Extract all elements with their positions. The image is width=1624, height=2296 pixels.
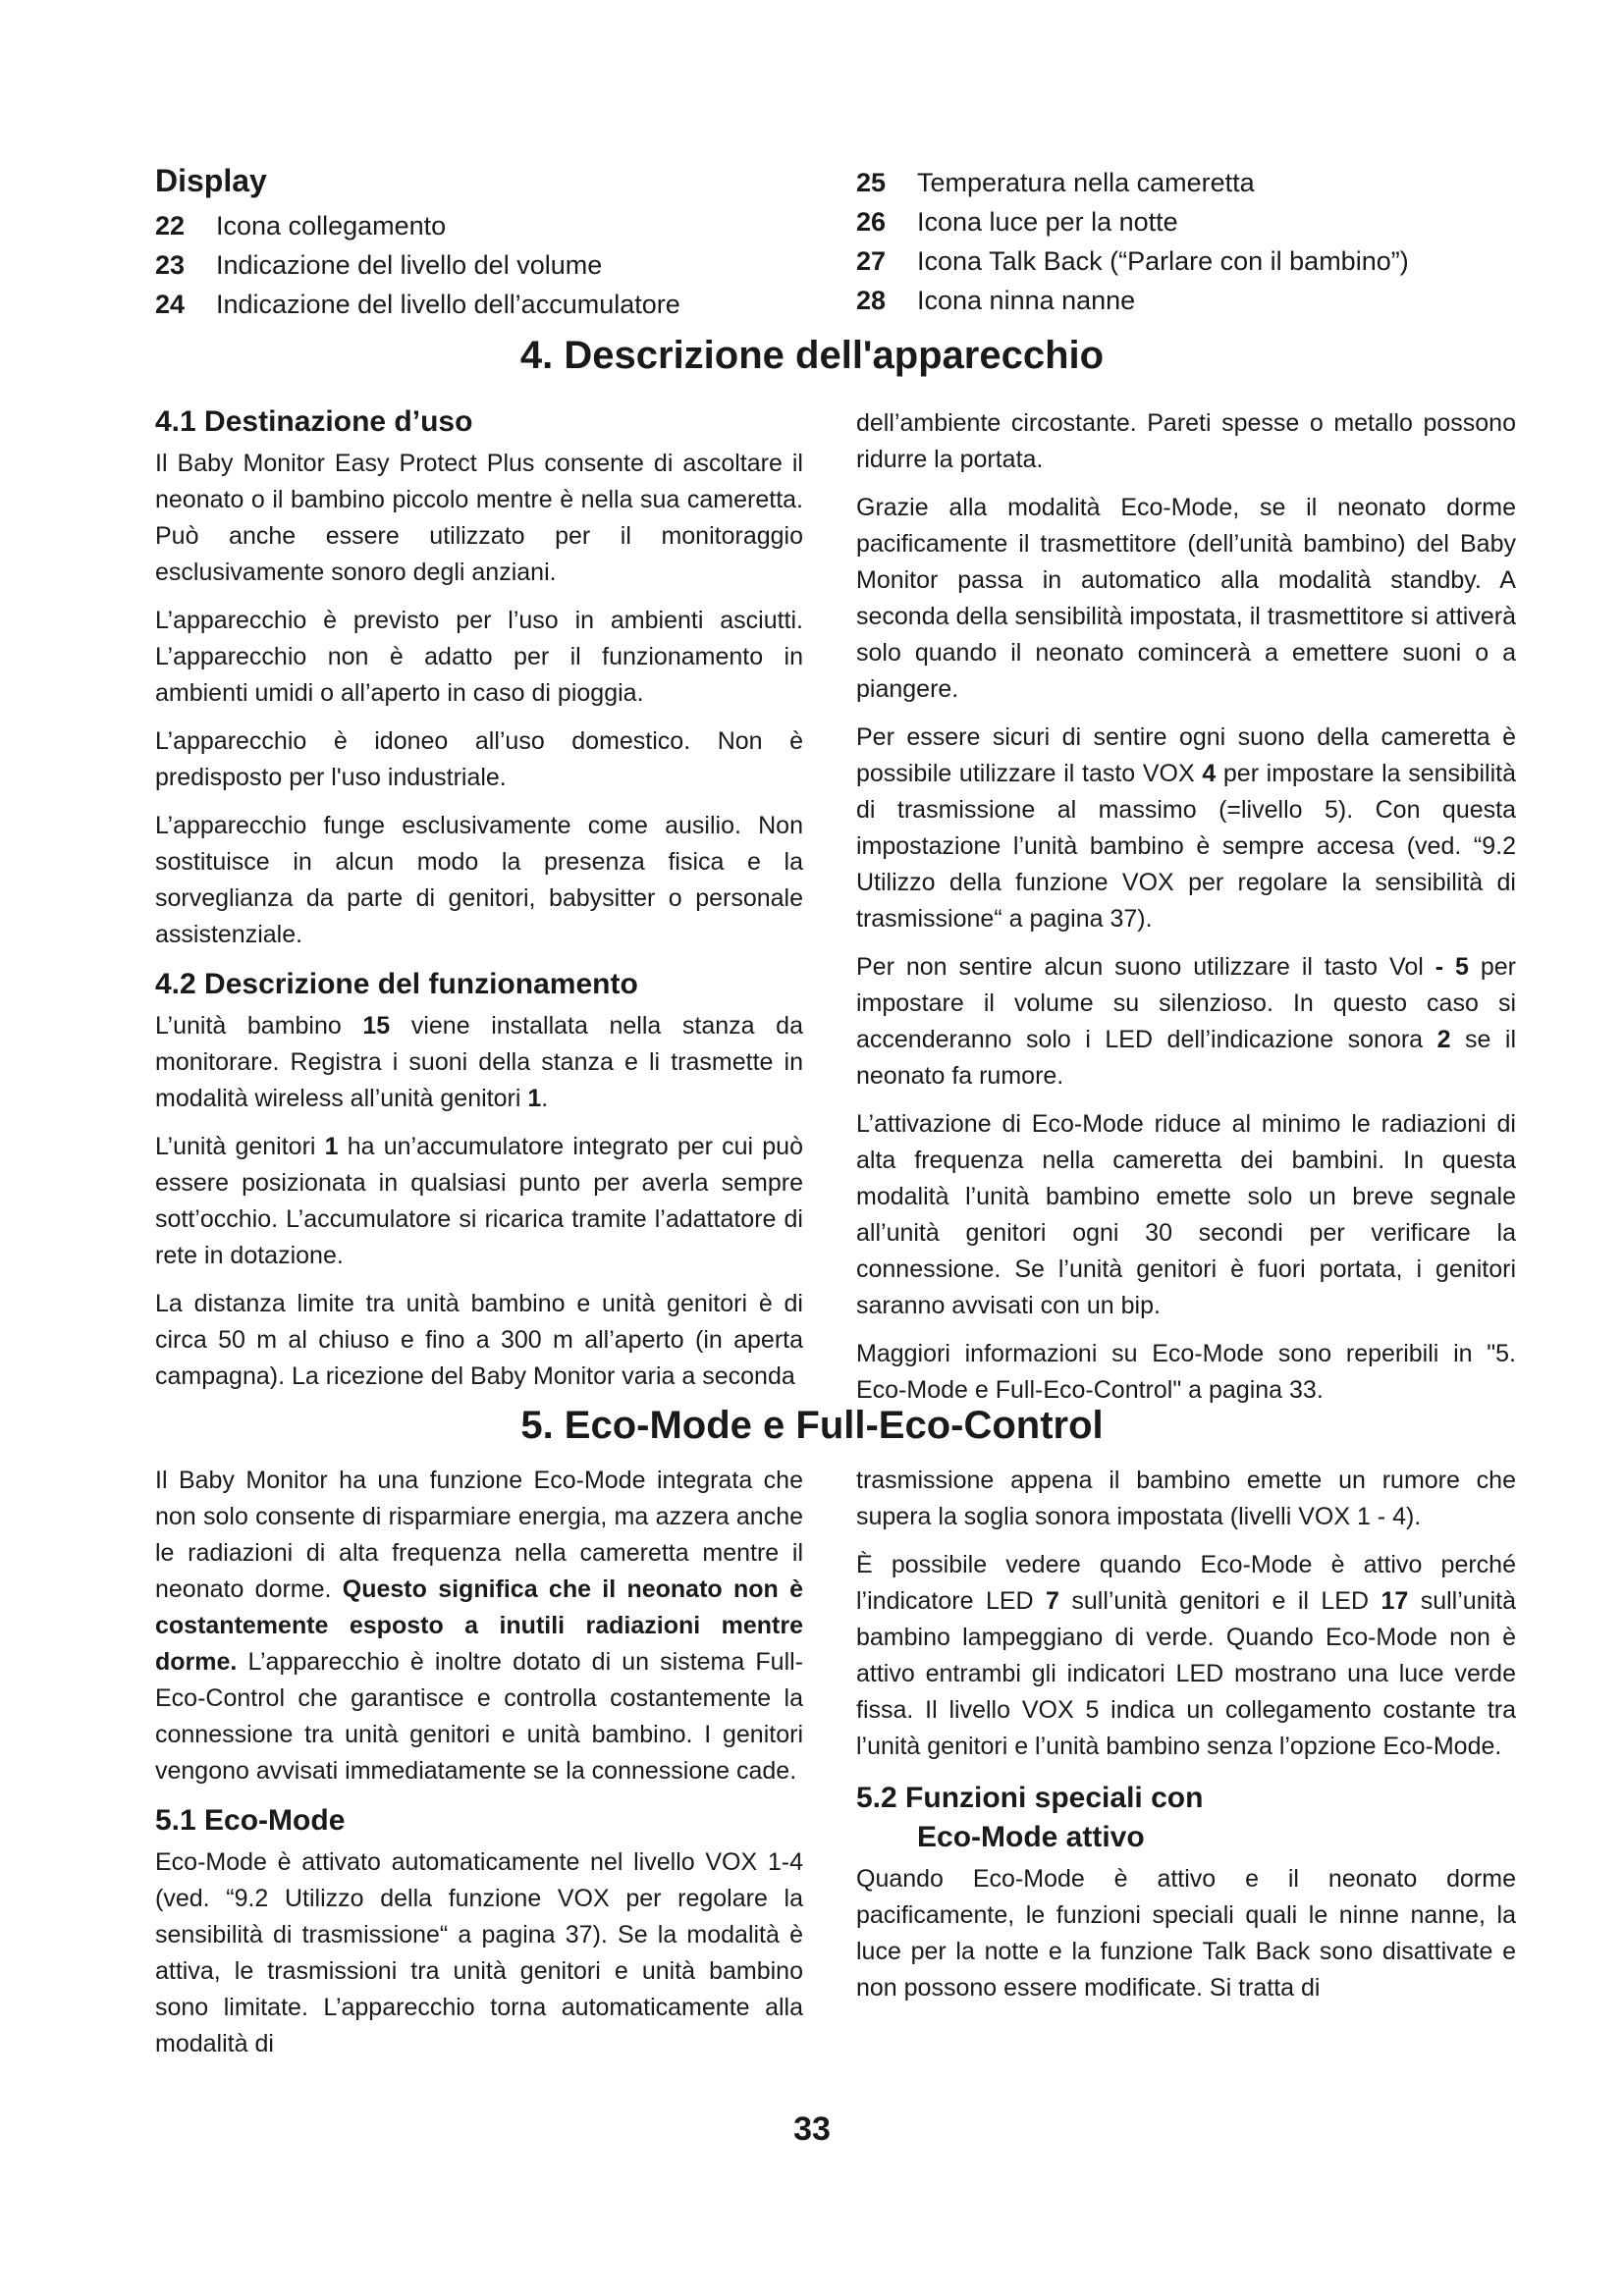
display-list-left bbox=[155, 206, 680, 324]
text: sull’unità bambino lampeggiano di verde. Quando Eco-Mode non è attivo entrambi gli indicatori LED mostrano una luce verde fissa. Il livello VOX 5 indica un collegamento costante tra l’unità genitori e l’unità bambino senza l’opzione Eco-Mode. bbox=[856, 1587, 1516, 1760]
item-label: Icona luce per la notte bbox=[917, 207, 1178, 237]
item-label: Indicazione del livello del volume bbox=[216, 250, 603, 280]
list-item bbox=[856, 163, 1409, 202]
list-item bbox=[856, 202, 1409, 241]
paragraph bbox=[155, 1129, 803, 1274]
text: se il neonato fa rumore. bbox=[856, 1026, 1516, 1090]
item-label: Icona collegamento bbox=[216, 211, 447, 240]
item-number: 24 bbox=[155, 290, 186, 319]
paragraph bbox=[856, 720, 1516, 937]
list-item bbox=[155, 285, 680, 324]
list-item bbox=[856, 281, 1409, 320]
ref-number: 1 bbox=[527, 1085, 542, 1112]
list-item bbox=[155, 245, 680, 285]
display-heading: Display bbox=[155, 163, 267, 198]
display-list-right bbox=[856, 163, 1409, 320]
item-number: 26 bbox=[856, 207, 887, 237]
ref-number: 4 bbox=[1202, 760, 1217, 787]
paragraph: L’apparecchio è idoneo all’uso domestico. Non è predisposto per l'uso industriale. bbox=[155, 727, 803, 791]
paragraph: Maggiori informazioni su Eco-Mode sono reperibili in "5. Eco-Mode e Full-Eco-Control" a pagina 33. bbox=[856, 1340, 1516, 1404]
item-label: Temperatura nella cameretta bbox=[917, 168, 1255, 197]
text: Il Baby Monitor ha una funzione Eco-Mode integrata che non solo consente di risparmiare energia, ma azzera anche le radiazioni di alta frequenza nella cameretta mentre il neonato dorme. bbox=[155, 1467, 803, 1603]
ref-number: 7 bbox=[1046, 1587, 1059, 1615]
item-label: Icona ninna nanne bbox=[917, 286, 1136, 315]
text: ha un’accumulatore integrato per cui può essere posizionata in qualsiasi punto per averla sempre sott’occhio. L’accumulatore si ricarica tramite l’adattatore di rete in dotazione. bbox=[155, 1133, 803, 1269]
heading-line: Eco-Mode attivo bbox=[917, 1821, 1145, 1853]
text: per impostare il volume su silenzioso. In questo caso si accenderanno solo i LED dell’indicazione sonora bbox=[856, 953, 1516, 1053]
text: Per non sentire alcun suono utilizzare il tasto Vol bbox=[856, 953, 1435, 981]
section-4-2-heading: 4.2 Descrizione del funzionamento bbox=[155, 968, 638, 1000]
section-5-left-column bbox=[155, 1463, 803, 2074]
text: L’unità bambino bbox=[155, 1012, 363, 1040]
text: . bbox=[541, 1085, 549, 1112]
ref-number: 2 bbox=[1436, 1026, 1451, 1053]
paragraph: trasmissione appena il bambino emette un rumore che supera la soglia sonora impostata (livelli VOX 1 - 4). bbox=[856, 1467, 1516, 1530]
heading-line: 5.2 Funzioni speciali con bbox=[856, 1782, 1204, 1814]
item-number: 25 bbox=[856, 168, 887, 197]
item-number: 23 bbox=[155, 250, 186, 280]
paragraph bbox=[856, 1547, 1516, 1765]
paragraph: dell’ambiente circostante. Pareti spesse o metallo possono ridurre la portata. bbox=[856, 409, 1516, 473]
text: L’apparecchio è inoltre dotato di un sistema Full-Eco-Control che garantisce e controlla costantemente la connessione tra unità genitori e unità bambino. I genitori vengono avvisati immediatamente se la connessione cade. bbox=[155, 1648, 803, 1785]
list-item bbox=[856, 241, 1409, 281]
paragraph bbox=[856, 949, 1516, 1095]
section-5-right-column bbox=[856, 1463, 1516, 2018]
paragraph: Eco-Mode è attivato automaticamente nel livello VOX 1-4 (ved. “9.2 Utilizzo della funzione VOX per regolare la sensibilità di trasmissione“ a pagina 37). Se la modalità è attiva, le trasmissioni tra unità genitori e unità bambino sono limitate. L’apparecchio torna automaticamente alla modalità di bbox=[155, 1848, 803, 2057]
paragraph bbox=[155, 1463, 803, 1789]
ref-number: - 5 bbox=[1435, 953, 1469, 981]
list-item bbox=[155, 206, 680, 245]
paragraph: L’apparecchio funge esclusivamente come ausilio. Non sostituisce in alcun modo la presenza fisica e la sorveglianza da parte di genitori, babysitter o personale assistenziale. bbox=[155, 812, 803, 948]
paragraph bbox=[155, 1008, 803, 1117]
paragraph: Grazie alla modalità Eco-Mode, se il neonato dorme pacificamente il trasmettitore (dell’unità bambino) del Baby Monitor passa in automatico alla modalità standby. A seconda della sensibilità impostata, il trasmettitore si attiverà solo quando il neonato comincerà a emettere suoni o a piangere. bbox=[856, 494, 1516, 703]
ref-number: 15 bbox=[362, 1012, 391, 1040]
section-4-1-heading: 4.1 Destinazione d’uso bbox=[155, 405, 473, 438]
text: È possibile vedere quando Eco-Mode è attivo perché l’indicatore LED bbox=[856, 1551, 1516, 1615]
item-label: Indicazione del livello dell’accumulatore bbox=[216, 290, 680, 319]
paragraph: Il Baby Monitor Easy Protect Plus consente di ascoltare il neonato o il bambino piccolo mentre è nella sua cameretta. Può anche essere utilizzato per il monitoraggio esclusivamente sonoro degli anziani. bbox=[155, 450, 803, 586]
item-label: Icona Talk Back (“Parlare con il bambino”) bbox=[917, 246, 1409, 276]
paragraph: L’apparecchio è previsto per l’uso in ambienti asciutti. L’apparecchio non è adatto per il funzionamento in ambienti umidi o all’aperto in caso di pioggia. bbox=[155, 607, 803, 707]
section-5-title: 5. Eco-Mode e Full-Eco-Control bbox=[520, 1404, 1104, 1447]
section-4-right-column bbox=[856, 405, 1516, 1420]
item-number: 22 bbox=[155, 211, 186, 240]
section-4-left-column bbox=[155, 402, 803, 1407]
text: Per essere sicuri di sentire ogni suono della cameretta è possibile utilizzare il tasto VOX bbox=[856, 723, 1516, 787]
section-5-2-heading bbox=[856, 1779, 1516, 1857]
text: viene installata nella stanza da monitorare. Registra i suoni della stanza e li trasmette in modalità wireless all’unità genitori bbox=[155, 1012, 803, 1112]
ref-number: 17 bbox=[1380, 1587, 1409, 1615]
text: per impostare la sensibilità di trasmissione al massimo (=livello 5). Con questa impostazione l’unità bambino è sempre accesa (ved. “9.2 Utilizzo della funzione VOX per regolare la sensibilità di trasmissione“ a pagina 37). bbox=[856, 760, 1516, 933]
text: sull’unità genitori e il LED bbox=[1058, 1587, 1381, 1615]
text: L’unità genitori bbox=[155, 1133, 325, 1160]
section-4-title: 4. Descrizione dell'apparecchio bbox=[519, 334, 1105, 377]
section-5-1-heading: 5.1 Eco-Mode bbox=[155, 1804, 346, 1837]
item-number: 27 bbox=[856, 246, 887, 276]
ref-number: 1 bbox=[324, 1133, 339, 1160]
item-number: 28 bbox=[856, 286, 887, 315]
paragraph: L’attivazione di Eco-Mode riduce al minimo le radiazioni di alta frequenza nella cameretta dei bambini. In questa modalità l’unità bambino emette solo un breve segnale all’unità genitori ogni 30 secondi per verificare la connessione. Se l’unità genitori è fuori portata, i genitori saranno avvisati con un bip. bbox=[856, 1110, 1516, 1319]
paragraph: La distanza limite tra unità bambino e unità genitori è di circa 50 m al chiuso e fino a 300 m all’aperto (in aperta campagna). La ricezione del Baby Monitor varia a seconda bbox=[155, 1290, 803, 1390]
page-number: 33 bbox=[793, 2110, 831, 2148]
emphasis: Questo significa che il neonato non è costantemente esposto a inutili radiazioni mentre dorme. bbox=[155, 1575, 803, 1676]
paragraph: Quando Eco-Mode è attivo e il neonato dorme pacificamente, le funzioni speciali quali le ninne nanne, la luce per la notte e la funzione Talk Back sono disattivate e non possono essere modificate. Si tratta di bbox=[856, 1865, 1516, 2002]
